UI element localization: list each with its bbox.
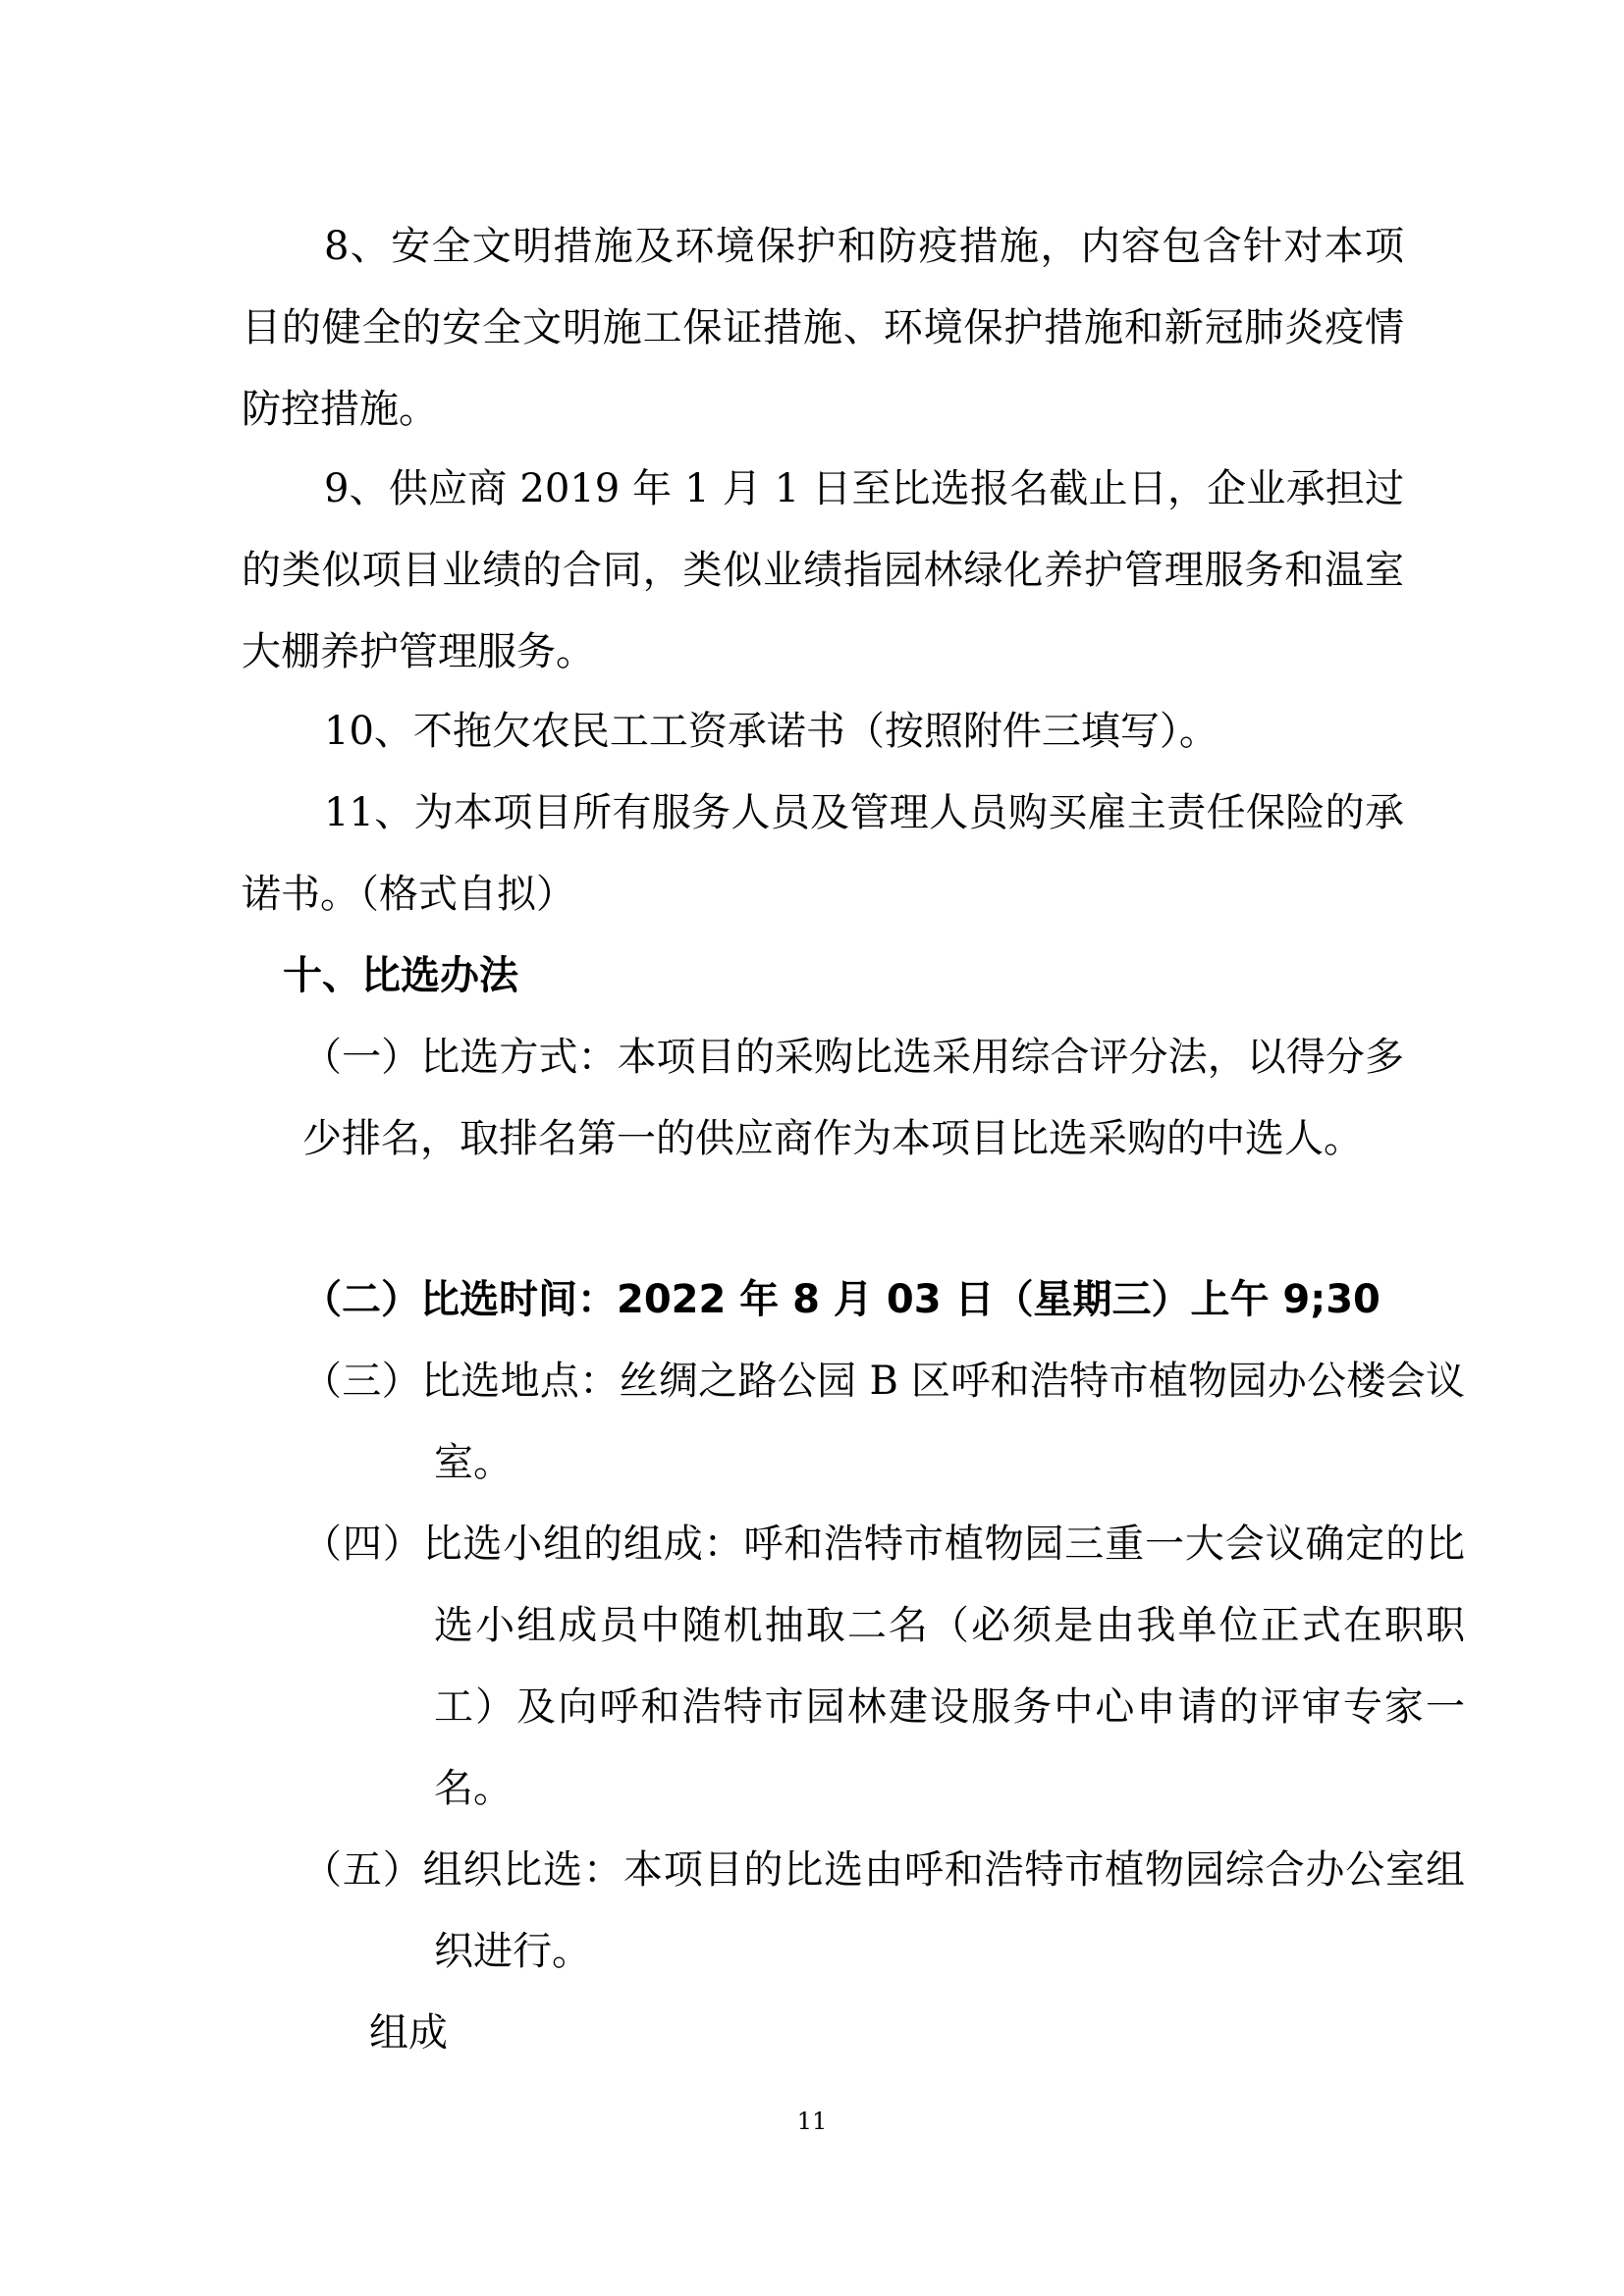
- paragraph-item-9: 9、供应商 2019 年 1 月 1 日至比选报名截止日，企业承担过的类似项目业绩的合同，类似业绩指园林绿化养护管理服务和温室大棚养护管理服务。: [242, 466, 1404, 674]
- paragraph-organize: （五）组织比选：本项目的比选由呼和浩特市植物园综合办公室组织进行。: [302, 1847, 1465, 1974]
- paragraph-item-11: 11、为本项目所有服务人员及管理人员购买雇主责任保险的承诺书。（格式自拟）: [242, 790, 1404, 917]
- paragraph-panel: （四）比选小组的组成：呼和浩特市植物园三重一大会议确定的比选小组成员中随机抽取二名（必须是由我单位正式在职职工）及向呼和浩特市园林建设服务中心申请的评审专家一名。: [302, 1522, 1465, 1811]
- section-heading: 十、比选办法: [283, 953, 518, 998]
- paragraph-item-8: 8、安全文明措施及环境保护和防疫措施，内容包含针对本项目的健全的安全文明施工保证措施、环境保护措施和新冠肺炎疫情防控措施。: [242, 224, 1404, 432]
- paragraph-location: （三）比选地点：丝绸之路公园 B 区呼和浩特市植物园办公楼会议室。: [302, 1359, 1465, 1485]
- paragraph-trailing: 组成: [369, 2010, 448, 2056]
- page-number: 11: [796, 2108, 828, 2135]
- paragraph-method: （一）比选方式：本项目的采购比选采用综合评分法，以得分多少排名，取排名第一的供应商作为本项目比选采购的中选人。: [302, 1035, 1404, 1161]
- paragraph-time: （二）比选时间：2022 年 8 月 03 日（星期三）上午 9;30: [302, 1277, 1380, 1322]
- paragraph-item-10: 10、不拖欠农民工工资承诺书（按照附件三填写）。: [324, 709, 1218, 754]
